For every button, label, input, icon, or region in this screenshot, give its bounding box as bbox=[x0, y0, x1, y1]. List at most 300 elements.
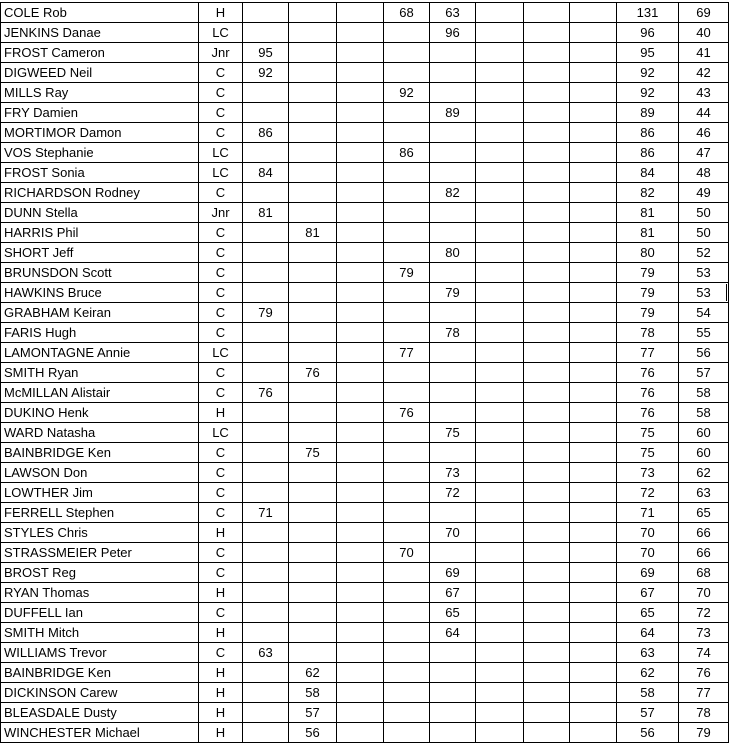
rank-cell[interactable]: 70 bbox=[679, 583, 729, 603]
score-cell[interactable] bbox=[243, 183, 289, 203]
grade-cell[interactable]: LC bbox=[199, 143, 243, 163]
score-cell[interactable] bbox=[337, 643, 384, 663]
grade-cell[interactable]: C bbox=[199, 323, 243, 343]
total-cell[interactable]: 81 bbox=[617, 223, 679, 243]
rank-cell[interactable]: 60 bbox=[679, 423, 729, 443]
score-cell[interactable] bbox=[289, 423, 337, 443]
score-cell[interactable] bbox=[243, 563, 289, 583]
score-cell[interactable] bbox=[337, 543, 384, 563]
score-cell[interactable] bbox=[570, 603, 617, 623]
total-cell[interactable]: 75 bbox=[617, 443, 679, 463]
score-cell[interactable] bbox=[337, 623, 384, 643]
score-cell[interactable] bbox=[476, 443, 524, 463]
grade-cell[interactable]: C bbox=[199, 563, 243, 583]
score-cell[interactable]: 75 bbox=[430, 423, 476, 443]
score-cell[interactable] bbox=[570, 103, 617, 123]
score-cell[interactable]: 64 bbox=[430, 623, 476, 643]
score-cell[interactable] bbox=[476, 563, 524, 583]
rank-cell[interactable]: 78 bbox=[679, 703, 729, 723]
score-cell[interactable] bbox=[243, 483, 289, 503]
score-cell[interactable]: 76 bbox=[289, 363, 337, 383]
score-cell[interactable] bbox=[476, 523, 524, 543]
grade-cell[interactable]: H bbox=[199, 703, 243, 723]
score-cell[interactable] bbox=[384, 303, 430, 323]
grade-cell[interactable]: LC bbox=[199, 23, 243, 43]
grade-cell[interactable]: C bbox=[199, 383, 243, 403]
grade-cell[interactable]: H bbox=[199, 723, 243, 743]
score-cell[interactable] bbox=[524, 443, 570, 463]
score-cell[interactable] bbox=[430, 503, 476, 523]
score-cell[interactable] bbox=[384, 383, 430, 403]
score-cell[interactable] bbox=[570, 303, 617, 323]
score-cell[interactable] bbox=[384, 163, 430, 183]
score-cell[interactable] bbox=[289, 623, 337, 643]
score-cell[interactable] bbox=[337, 603, 384, 623]
rank-cell[interactable]: 53 bbox=[679, 263, 729, 283]
total-cell[interactable]: 64 bbox=[617, 623, 679, 643]
grade-cell[interactable]: C bbox=[199, 363, 243, 383]
score-cell[interactable] bbox=[524, 543, 570, 563]
score-cell[interactable] bbox=[570, 3, 617, 23]
player-name-cell[interactable]: WILLIAMS Trevor bbox=[1, 643, 199, 663]
score-cell[interactable] bbox=[289, 583, 337, 603]
total-cell[interactable]: 75 bbox=[617, 423, 679, 443]
score-cell[interactable] bbox=[243, 263, 289, 283]
score-cell[interactable]: 86 bbox=[243, 123, 289, 143]
total-cell[interactable]: 96 bbox=[617, 23, 679, 43]
score-cell[interactable] bbox=[337, 663, 384, 683]
score-cell[interactable] bbox=[570, 723, 617, 743]
score-cell[interactable]: 82 bbox=[430, 183, 476, 203]
score-cell[interactable] bbox=[570, 563, 617, 583]
score-cell[interactable] bbox=[430, 683, 476, 703]
score-cell[interactable] bbox=[243, 323, 289, 343]
score-cell[interactable] bbox=[476, 283, 524, 303]
player-name-cell[interactable]: DICKINSON Carew bbox=[1, 683, 199, 703]
score-cell[interactable] bbox=[289, 383, 337, 403]
total-cell[interactable]: 77 bbox=[617, 343, 679, 363]
score-cell[interactable]: 79 bbox=[384, 263, 430, 283]
score-cell[interactable] bbox=[476, 103, 524, 123]
score-cell[interactable] bbox=[289, 543, 337, 563]
score-cell[interactable]: 77 bbox=[384, 343, 430, 363]
score-cell[interactable] bbox=[476, 303, 524, 323]
rank-cell[interactable]: 79 bbox=[679, 723, 729, 743]
score-cell[interactable]: 63 bbox=[430, 3, 476, 23]
score-cell[interactable] bbox=[524, 363, 570, 383]
total-cell[interactable]: 86 bbox=[617, 123, 679, 143]
score-cell[interactable] bbox=[570, 483, 617, 503]
score-cell[interactable] bbox=[476, 63, 524, 83]
score-cell[interactable] bbox=[289, 123, 337, 143]
score-cell[interactable] bbox=[243, 423, 289, 443]
rank-cell[interactable]: 53 bbox=[679, 283, 729, 303]
player-name-cell[interactable]: SMITH Ryan bbox=[1, 363, 199, 383]
grade-cell[interactable]: C bbox=[199, 443, 243, 463]
score-cell[interactable] bbox=[243, 363, 289, 383]
player-name-cell[interactable]: HARRIS Phil bbox=[1, 223, 199, 243]
score-cell[interactable] bbox=[430, 543, 476, 563]
score-cell[interactable] bbox=[570, 243, 617, 263]
score-cell[interactable] bbox=[430, 123, 476, 143]
grade-cell[interactable]: C bbox=[199, 463, 243, 483]
score-cell[interactable] bbox=[384, 723, 430, 743]
player-name-cell[interactable]: MORTIMOR Damon bbox=[1, 123, 199, 143]
score-cell[interactable] bbox=[337, 443, 384, 463]
score-cell[interactable] bbox=[384, 423, 430, 443]
score-cell[interactable] bbox=[476, 83, 524, 103]
rank-cell[interactable]: 72 bbox=[679, 603, 729, 623]
score-cell[interactable] bbox=[289, 283, 337, 303]
score-cell[interactable]: 92 bbox=[384, 83, 430, 103]
score-cell[interactable] bbox=[337, 583, 384, 603]
score-cell[interactable] bbox=[337, 143, 384, 163]
player-name-cell[interactable]: FROST Cameron bbox=[1, 43, 199, 63]
score-cell[interactable] bbox=[289, 643, 337, 663]
score-cell[interactable] bbox=[430, 663, 476, 683]
score-cell[interactable] bbox=[243, 463, 289, 483]
score-cell[interactable] bbox=[524, 63, 570, 83]
grade-cell[interactable]: C bbox=[199, 483, 243, 503]
rank-cell[interactable]: 76 bbox=[679, 663, 729, 683]
score-cell[interactable] bbox=[476, 503, 524, 523]
grade-cell[interactable]: C bbox=[199, 643, 243, 663]
score-cell[interactable] bbox=[289, 523, 337, 543]
rank-cell[interactable]: 60 bbox=[679, 443, 729, 463]
score-cell[interactable] bbox=[337, 363, 384, 383]
score-cell[interactable] bbox=[337, 723, 384, 743]
score-cell[interactable] bbox=[243, 223, 289, 243]
score-cell[interactable] bbox=[476, 543, 524, 563]
total-cell[interactable]: 76 bbox=[617, 403, 679, 423]
score-cell[interactable] bbox=[384, 223, 430, 243]
rank-cell[interactable]: 49 bbox=[679, 183, 729, 203]
score-cell[interactable]: 80 bbox=[430, 243, 476, 263]
score-cell[interactable] bbox=[430, 143, 476, 163]
score-cell[interactable] bbox=[430, 383, 476, 403]
rank-cell[interactable]: 46 bbox=[679, 123, 729, 143]
rank-cell[interactable]: 63 bbox=[679, 483, 729, 503]
player-name-cell[interactable]: DUNN Stella bbox=[1, 203, 199, 223]
score-cell[interactable] bbox=[476, 343, 524, 363]
rank-cell[interactable]: 69 bbox=[679, 3, 729, 23]
score-cell[interactable]: 76 bbox=[384, 403, 430, 423]
score-cell[interactable] bbox=[384, 243, 430, 263]
score-cell[interactable] bbox=[243, 703, 289, 723]
rank-cell[interactable]: 42 bbox=[679, 63, 729, 83]
rank-cell[interactable]: 66 bbox=[679, 543, 729, 563]
player-name-cell[interactable]: SHORT Jeff bbox=[1, 243, 199, 263]
score-cell[interactable] bbox=[524, 303, 570, 323]
score-cell[interactable] bbox=[524, 463, 570, 483]
total-cell[interactable]: 79 bbox=[617, 263, 679, 283]
player-name-cell[interactable]: WARD Natasha bbox=[1, 423, 199, 443]
player-name-cell[interactable]: STYLES Chris bbox=[1, 523, 199, 543]
score-cell[interactable] bbox=[337, 23, 384, 43]
total-cell[interactable]: 89 bbox=[617, 103, 679, 123]
score-cell[interactable]: 81 bbox=[289, 223, 337, 243]
score-cell[interactable] bbox=[337, 163, 384, 183]
score-cell[interactable]: 62 bbox=[289, 663, 337, 683]
rank-cell[interactable]: 52 bbox=[679, 243, 729, 263]
score-cell[interactable]: 75 bbox=[289, 443, 337, 463]
player-name-cell[interactable]: DUFFELL Ian bbox=[1, 603, 199, 623]
score-cell[interactable] bbox=[289, 23, 337, 43]
score-cell[interactable] bbox=[524, 203, 570, 223]
score-cell[interactable] bbox=[570, 643, 617, 663]
score-cell[interactable] bbox=[337, 463, 384, 483]
score-cell[interactable] bbox=[476, 663, 524, 683]
rank-cell[interactable]: 56 bbox=[679, 343, 729, 363]
score-cell[interactable] bbox=[570, 703, 617, 723]
grade-cell[interactable]: C bbox=[199, 243, 243, 263]
score-cell[interactable] bbox=[243, 623, 289, 643]
score-cell[interactable] bbox=[476, 223, 524, 243]
grade-cell[interactable]: C bbox=[199, 503, 243, 523]
score-cell[interactable] bbox=[524, 23, 570, 43]
score-cell[interactable] bbox=[524, 143, 570, 163]
rank-cell[interactable]: 55 bbox=[679, 323, 729, 343]
score-cell[interactable]: 65 bbox=[430, 603, 476, 623]
score-cell[interactable] bbox=[570, 363, 617, 383]
score-cell[interactable] bbox=[570, 223, 617, 243]
total-cell[interactable]: 71 bbox=[617, 503, 679, 523]
score-cell[interactable] bbox=[337, 203, 384, 223]
grade-cell[interactable]: C bbox=[199, 83, 243, 103]
grade-cell[interactable]: H bbox=[199, 623, 243, 643]
score-cell[interactable] bbox=[337, 563, 384, 583]
score-cell[interactable] bbox=[243, 663, 289, 683]
score-cell[interactable] bbox=[384, 23, 430, 43]
score-cell[interactable] bbox=[289, 263, 337, 283]
score-cell[interactable] bbox=[430, 443, 476, 463]
score-cell[interactable]: 79 bbox=[243, 303, 289, 323]
score-cell[interactable] bbox=[570, 663, 617, 683]
score-cell[interactable] bbox=[430, 263, 476, 283]
score-cell[interactable] bbox=[384, 203, 430, 223]
grade-cell[interactable]: C bbox=[199, 223, 243, 243]
score-cell[interactable] bbox=[524, 483, 570, 503]
score-cell[interactable] bbox=[337, 503, 384, 523]
total-cell[interactable]: 72 bbox=[617, 483, 679, 503]
score-cell[interactable] bbox=[337, 43, 384, 63]
player-name-cell[interactable]: LAWSON Don bbox=[1, 463, 199, 483]
score-cell[interactable] bbox=[337, 483, 384, 503]
score-cell[interactable] bbox=[476, 363, 524, 383]
score-cell[interactable] bbox=[337, 423, 384, 443]
score-cell[interactable] bbox=[289, 83, 337, 103]
rank-cell[interactable]: 62 bbox=[679, 463, 729, 483]
score-cell[interactable]: 73 bbox=[430, 463, 476, 483]
score-cell[interactable] bbox=[524, 123, 570, 143]
score-cell[interactable] bbox=[337, 683, 384, 703]
rank-cell[interactable]: 47 bbox=[679, 143, 729, 163]
score-cell[interactable] bbox=[430, 723, 476, 743]
player-name-cell[interactable]: HAWKINS Bruce bbox=[1, 283, 199, 303]
score-cell[interactable] bbox=[384, 183, 430, 203]
score-cell[interactable] bbox=[384, 123, 430, 143]
score-cell[interactable] bbox=[337, 103, 384, 123]
score-cell[interactable] bbox=[570, 23, 617, 43]
score-cell[interactable] bbox=[570, 323, 617, 343]
player-name-cell[interactable]: FRY Damien bbox=[1, 103, 199, 123]
score-cell[interactable] bbox=[524, 283, 570, 303]
score-cell[interactable] bbox=[289, 483, 337, 503]
grade-cell[interactable]: C bbox=[199, 63, 243, 83]
score-cell[interactable] bbox=[476, 143, 524, 163]
rank-cell[interactable]: 50 bbox=[679, 203, 729, 223]
player-name-cell[interactable]: RICHARDSON Rodney bbox=[1, 183, 199, 203]
total-cell[interactable]: 57 bbox=[617, 703, 679, 723]
grade-cell[interactable]: C bbox=[199, 603, 243, 623]
score-cell[interactable] bbox=[337, 383, 384, 403]
score-cell[interactable] bbox=[524, 703, 570, 723]
total-cell[interactable]: 92 bbox=[617, 83, 679, 103]
score-cell[interactable] bbox=[289, 243, 337, 263]
player-name-cell[interactable]: BRUNSDON Scott bbox=[1, 263, 199, 283]
score-cell[interactable] bbox=[570, 283, 617, 303]
score-cell[interactable] bbox=[384, 583, 430, 603]
grade-cell[interactable]: H bbox=[199, 403, 243, 423]
score-cell[interactable] bbox=[243, 543, 289, 563]
total-cell[interactable]: 79 bbox=[617, 283, 679, 303]
player-name-cell[interactable]: RYAN Thomas bbox=[1, 583, 199, 603]
score-cell[interactable] bbox=[337, 83, 384, 103]
score-cell[interactable] bbox=[476, 683, 524, 703]
rank-cell[interactable]: 54 bbox=[679, 303, 729, 323]
score-cell[interactable] bbox=[289, 303, 337, 323]
score-cell[interactable] bbox=[476, 323, 524, 343]
score-cell[interactable] bbox=[289, 503, 337, 523]
score-cell[interactable] bbox=[524, 343, 570, 363]
grade-cell[interactable]: Jnr bbox=[199, 43, 243, 63]
score-cell[interactable] bbox=[570, 503, 617, 523]
grade-cell[interactable]: H bbox=[199, 683, 243, 703]
player-name-cell[interactable]: DUKINO Henk bbox=[1, 403, 199, 423]
score-cell[interactable] bbox=[476, 483, 524, 503]
score-cell[interactable] bbox=[337, 323, 384, 343]
score-cell[interactable] bbox=[524, 3, 570, 23]
grade-cell[interactable]: H bbox=[199, 583, 243, 603]
score-cell[interactable] bbox=[337, 283, 384, 303]
score-cell[interactable] bbox=[384, 363, 430, 383]
score-cell[interactable]: 96 bbox=[430, 23, 476, 43]
score-cell[interactable] bbox=[430, 223, 476, 243]
rank-cell[interactable]: 40 bbox=[679, 23, 729, 43]
score-cell[interactable]: 92 bbox=[243, 63, 289, 83]
score-cell[interactable] bbox=[524, 523, 570, 543]
score-cell[interactable] bbox=[430, 63, 476, 83]
score-cell[interactable]: 70 bbox=[430, 523, 476, 543]
player-name-cell[interactable]: COLE Rob bbox=[1, 3, 199, 23]
score-cell[interactable] bbox=[570, 403, 617, 423]
score-cell[interactable] bbox=[524, 503, 570, 523]
score-cell[interactable] bbox=[243, 283, 289, 303]
score-cell[interactable] bbox=[570, 203, 617, 223]
grade-cell[interactable]: H bbox=[199, 523, 243, 543]
total-cell[interactable]: 82 bbox=[617, 183, 679, 203]
score-cell[interactable] bbox=[570, 523, 617, 543]
score-cell[interactable] bbox=[337, 123, 384, 143]
rank-cell[interactable]: 77 bbox=[679, 683, 729, 703]
total-cell[interactable]: 73 bbox=[617, 463, 679, 483]
score-cell[interactable] bbox=[289, 143, 337, 163]
score-cell[interactable] bbox=[570, 123, 617, 143]
score-cell[interactable] bbox=[337, 343, 384, 363]
score-cell[interactable] bbox=[476, 163, 524, 183]
score-cell[interactable]: 67 bbox=[430, 583, 476, 603]
grade-cell[interactable]: C bbox=[199, 263, 243, 283]
score-cell[interactable]: 71 bbox=[243, 503, 289, 523]
score-cell[interactable] bbox=[476, 603, 524, 623]
score-cell[interactable] bbox=[337, 243, 384, 263]
score-cell[interactable] bbox=[337, 223, 384, 243]
rank-cell[interactable]: 68 bbox=[679, 563, 729, 583]
player-name-cell[interactable]: LOWTHER Jim bbox=[1, 483, 199, 503]
total-cell[interactable]: 95 bbox=[617, 43, 679, 63]
player-name-cell[interactable]: JENKINS Danae bbox=[1, 23, 199, 43]
score-cell[interactable] bbox=[524, 623, 570, 643]
score-cell[interactable] bbox=[243, 443, 289, 463]
score-cell[interactable]: 78 bbox=[430, 323, 476, 343]
score-cell[interactable] bbox=[570, 263, 617, 283]
score-cell[interactable] bbox=[476, 3, 524, 23]
total-cell[interactable]: 78 bbox=[617, 323, 679, 343]
player-name-cell[interactable]: DIGWEED Neil bbox=[1, 63, 199, 83]
score-cell[interactable] bbox=[430, 203, 476, 223]
score-cell[interactable]: 95 bbox=[243, 43, 289, 63]
rank-cell[interactable]: 44 bbox=[679, 103, 729, 123]
score-cell[interactable]: 86 bbox=[384, 143, 430, 163]
score-cell[interactable] bbox=[524, 723, 570, 743]
score-cell[interactable] bbox=[524, 163, 570, 183]
score-cell[interactable] bbox=[476, 643, 524, 663]
rank-cell[interactable]: 58 bbox=[679, 383, 729, 403]
rank-cell[interactable]: 50 bbox=[679, 223, 729, 243]
score-cell[interactable] bbox=[384, 563, 430, 583]
player-name-cell[interactable]: GRABHAM Keiran bbox=[1, 303, 199, 323]
score-cell[interactable] bbox=[384, 703, 430, 723]
score-cell[interactable] bbox=[524, 243, 570, 263]
score-cell[interactable] bbox=[337, 263, 384, 283]
rank-cell[interactable]: 65 bbox=[679, 503, 729, 523]
score-cell[interactable] bbox=[384, 523, 430, 543]
player-name-cell[interactable]: BAINBRIDGE Ken bbox=[1, 663, 199, 683]
player-name-cell[interactable]: MILLS Ray bbox=[1, 83, 199, 103]
score-cell[interactable] bbox=[384, 503, 430, 523]
grade-cell[interactable]: H bbox=[199, 3, 243, 23]
total-cell[interactable]: 58 bbox=[617, 683, 679, 703]
grade-cell[interactable]: LC bbox=[199, 423, 243, 443]
score-cell[interactable] bbox=[570, 443, 617, 463]
player-name-cell[interactable]: VOS Stephanie bbox=[1, 143, 199, 163]
score-cell[interactable] bbox=[243, 723, 289, 743]
score-cell[interactable] bbox=[430, 703, 476, 723]
total-cell[interactable]: 76 bbox=[617, 363, 679, 383]
total-cell[interactable]: 70 bbox=[617, 543, 679, 563]
score-cell[interactable] bbox=[384, 63, 430, 83]
score-cell[interactable]: 56 bbox=[289, 723, 337, 743]
score-cell[interactable] bbox=[384, 283, 430, 303]
score-cell[interactable]: 81 bbox=[243, 203, 289, 223]
score-cell[interactable] bbox=[524, 263, 570, 283]
player-name-cell[interactable]: STRASSMEIER Peter bbox=[1, 543, 199, 563]
score-cell[interactable] bbox=[384, 443, 430, 463]
score-cell[interactable] bbox=[524, 43, 570, 63]
score-cell[interactable] bbox=[243, 23, 289, 43]
score-cell[interactable] bbox=[570, 383, 617, 403]
player-name-cell[interactable]: SMITH Mitch bbox=[1, 623, 199, 643]
